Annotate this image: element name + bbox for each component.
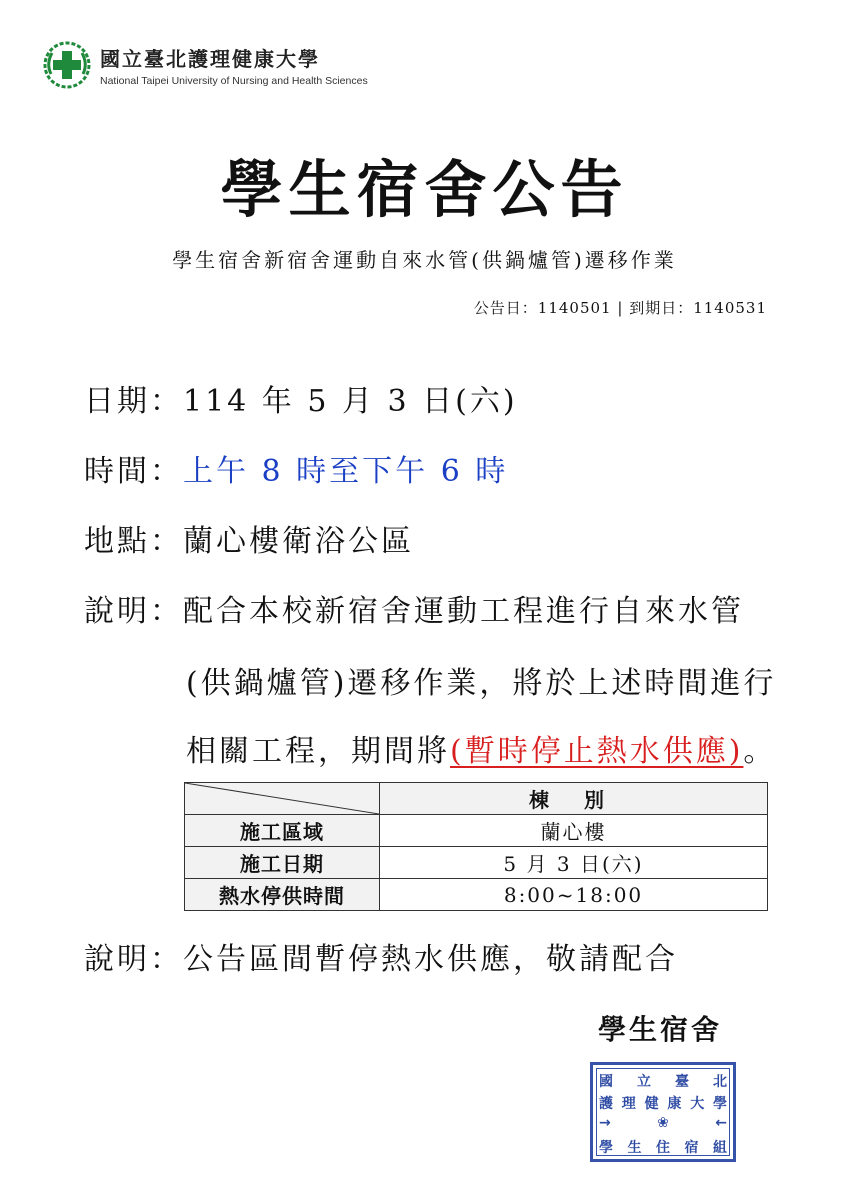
description-text-1: 配合本校新宿舍運動工程進行自來水管 <box>183 594 744 629</box>
place-label: 地點： <box>84 524 183 559</box>
seal-char: 理 <box>621 1096 636 1112</box>
university-name-en: National Taipei University of Nursing and Health Sciences <box>100 75 368 87</box>
page-title: 學生宿舍公告 <box>220 153 629 226</box>
description-line-3 <box>186 726 776 770</box>
table-header-row <box>185 783 768 815</box>
seal-row-2 <box>599 1093 727 1113</box>
seal-char: 立 <box>637 1074 651 1090</box>
seal-char: 學 <box>712 1096 727 1112</box>
official-seal <box>590 1062 736 1162</box>
table-row <box>185 847 768 879</box>
row-label: 施工日期 <box>185 847 380 879</box>
seal-char: 健 <box>644 1096 659 1112</box>
table-corner-cell <box>185 783 380 815</box>
description-period: 。 <box>743 734 777 769</box>
place-line <box>84 516 414 560</box>
hot-water-stop-notice: (暫時停止熱水供應) <box>450 734 744 769</box>
announcement-dates: 公告日：1140501 | 到期日：1140531 <box>473 299 767 317</box>
seal-row-1 <box>599 1071 727 1091</box>
seal-row-4 <box>599 1137 727 1157</box>
second-description-line <box>84 934 678 978</box>
row-value: 蘭心樓 <box>380 815 768 847</box>
date-line <box>84 376 518 420</box>
row-value: 5 月 3 日(六) <box>380 847 768 879</box>
time-line <box>84 446 508 490</box>
seal-char: 學 <box>599 1140 613 1156</box>
description-text-3: 相關工程，期間將 <box>186 734 450 769</box>
nursing-cross-icon <box>42 40 92 90</box>
right-arrow-icon: → <box>599 1115 611 1131</box>
time-value: 上午 8 時至下午 6 時 <box>183 454 509 489</box>
seal-char: 宿 <box>684 1140 699 1156</box>
seal-char: 康 <box>667 1096 682 1112</box>
building-column-header: 棟 別 <box>380 783 768 815</box>
row-label: 熱水停供時間 <box>185 879 380 911</box>
table-row <box>185 815 768 847</box>
seal-row-3 <box>599 1115 727 1131</box>
seal-char: 臺 <box>675 1074 689 1090</box>
flower-emblem-icon: ❀ <box>657 1115 669 1131</box>
seal-char: 國 <box>599 1074 613 1090</box>
seal-char: 住 <box>656 1140 670 1156</box>
description-text-2: (供鍋爐管)遷移作業，將於上述時間進行 <box>186 666 777 701</box>
second-description-text: 公告區間暫停熱水供應，敬請配合 <box>183 942 678 977</box>
place-value: 蘭心樓衛浴公區 <box>183 524 414 559</box>
description-line <box>84 586 744 630</box>
left-arrow-icon: ← <box>715 1115 727 1131</box>
date-value: 114 年 5 月 3 日(六) <box>183 384 518 419</box>
university-logo <box>42 40 368 90</box>
university-name-cn: 國立臺北護理健康大學 <box>100 47 320 71</box>
seal-char: 生 <box>627 1140 642 1156</box>
schedule-table <box>184 782 768 911</box>
row-label: 施工區域 <box>185 815 380 847</box>
second-description-label: 說明： <box>84 942 183 977</box>
row-value: 8:00~18:00 <box>380 879 768 911</box>
seal-char: 北 <box>713 1074 727 1090</box>
seal-char: 組 <box>713 1140 727 1156</box>
date-label: 日期： <box>84 384 183 419</box>
signature: 學生宿舍 <box>598 1013 723 1046</box>
seal-char: 大 <box>690 1096 705 1112</box>
subtitle: 學生宿舍新宿舍運動自來水管(供鍋爐管)遷移作業 <box>172 248 677 272</box>
table-row <box>185 879 768 911</box>
time-label: 時間： <box>84 454 183 489</box>
description-label: 說明： <box>84 594 183 629</box>
seal-char: 護 <box>599 1096 613 1112</box>
diagonal-line <box>185 783 379 814</box>
